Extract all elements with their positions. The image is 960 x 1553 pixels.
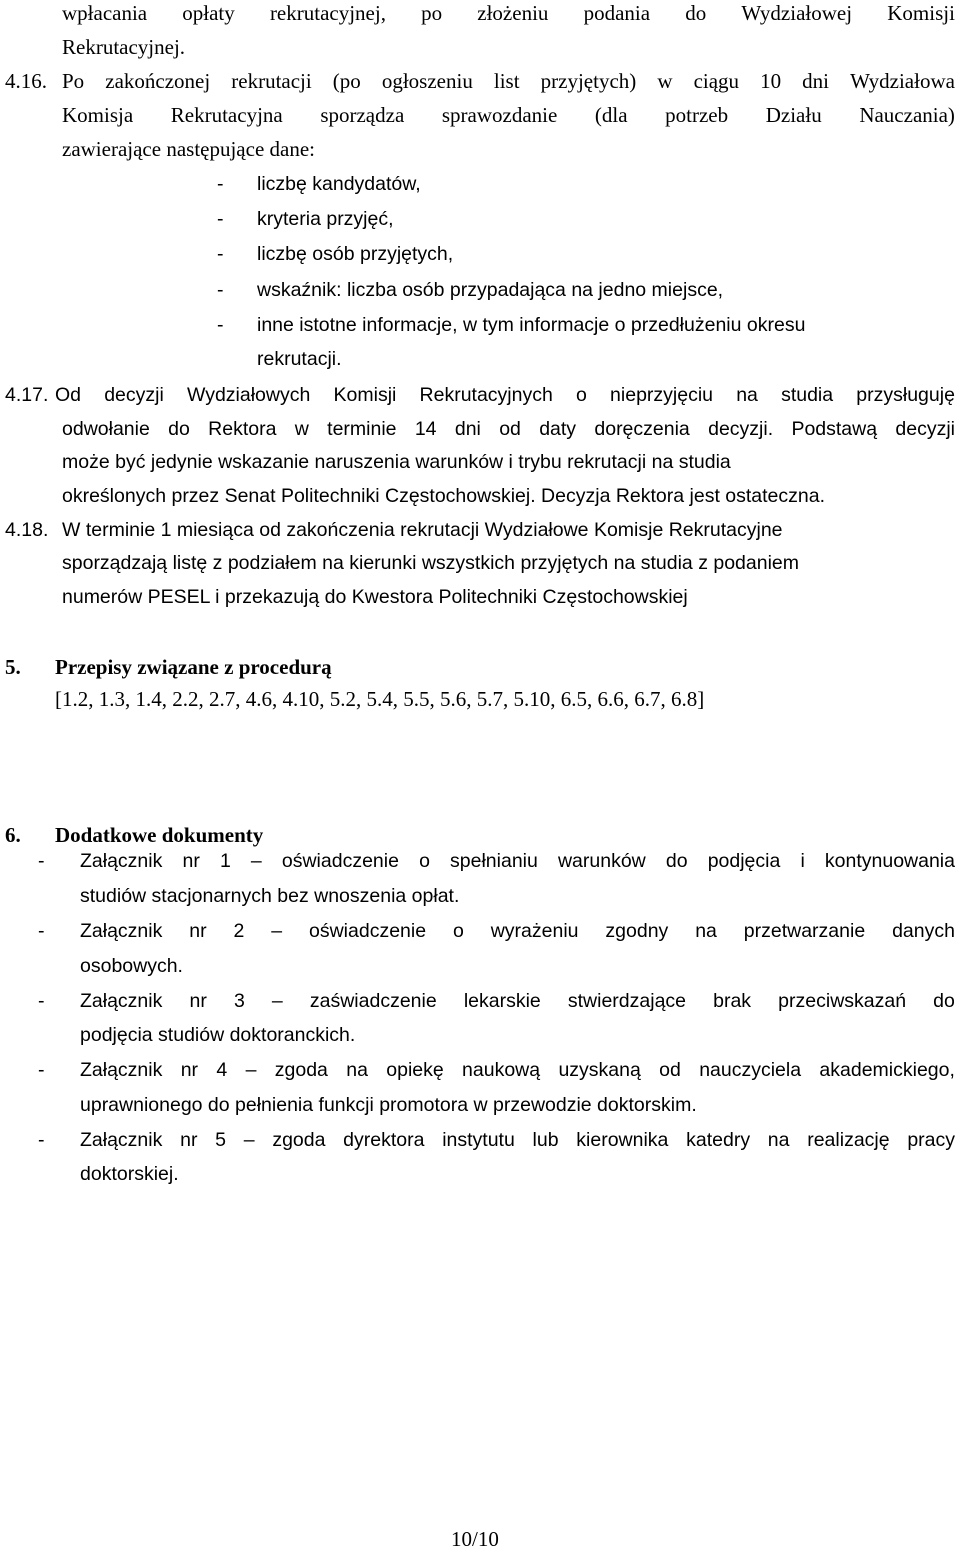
word: lekarskie xyxy=(463,990,541,1012)
word: Komisja xyxy=(62,103,134,127)
word: 14 xyxy=(414,418,437,440)
word: decyzji xyxy=(895,418,955,440)
section-4-17-line-1 xyxy=(55,386,955,406)
list-item: wskaźnik: liczba osób przypadająca na jedno miejsce, xyxy=(257,279,724,301)
word: o xyxy=(419,850,430,872)
section-4-18-line-3: numerów PESEL i przekazują do Kwestora Politechniki Częstochowskiej xyxy=(62,586,688,608)
word: nr xyxy=(180,1059,199,1081)
section-4-17-number: 4.17. xyxy=(5,384,49,406)
word: pracy xyxy=(907,1129,955,1151)
word: od xyxy=(499,418,521,440)
section-5-refs: [1.2, 1.3, 1.4, 2.2, 2.7, 4.6, 4.10, 5.2, 5.4, 5.5, 5.6, 5.7, 5.10, 6.5, 6.6, 6.7, 6.8] xyxy=(55,687,705,711)
section-4-18-number: 4.18. xyxy=(5,519,49,541)
word: warunków xyxy=(557,850,646,872)
section-6-number: 6. xyxy=(5,823,21,847)
intro-line-1 xyxy=(62,3,955,24)
word: Wydziałowa xyxy=(850,69,955,93)
word: doręczenia xyxy=(594,418,690,440)
word: dyrektora xyxy=(343,1129,425,1151)
attachment-3-line-1 xyxy=(80,992,955,1012)
bullet-dash: - xyxy=(38,850,45,872)
word: odwołanie xyxy=(62,418,150,440)
word: Załącznik xyxy=(80,990,163,1012)
list-item: kryteria przyjęć, xyxy=(257,208,394,230)
word: Załącznik xyxy=(80,1059,163,1081)
word: 10 xyxy=(760,69,782,93)
word: – xyxy=(243,1129,255,1151)
word: Po xyxy=(62,69,85,93)
word: Rekrutacyjnych xyxy=(419,384,553,406)
attachment-4-line-1 xyxy=(80,1061,955,1081)
bullet-dash: - xyxy=(217,208,224,230)
word: daty xyxy=(539,418,577,440)
word: zakończonej xyxy=(105,69,211,93)
word: nr xyxy=(189,920,207,942)
word: sprawozdanie xyxy=(441,103,558,127)
attachment-5-line-2: doktorskiej. xyxy=(80,1163,179,1185)
word: list xyxy=(493,69,520,93)
word: oświadczenie xyxy=(281,850,399,872)
bullet-dash: - xyxy=(38,990,45,1012)
word: brak xyxy=(713,990,752,1012)
list-item: liczbę osób przyjętych, xyxy=(257,243,454,265)
word: uzyskaną xyxy=(558,1059,641,1081)
word: rekrutacji xyxy=(231,69,312,93)
word: ogłoszeniu xyxy=(381,69,473,93)
word: nr xyxy=(182,850,200,872)
word: do xyxy=(685,1,707,25)
list-item-continuation: rekrutacji. xyxy=(257,348,342,370)
bullet-dash: - xyxy=(217,173,224,195)
word: realizację xyxy=(807,1129,890,1151)
word: opiekę xyxy=(386,1059,444,1081)
section-4-16-line-2 xyxy=(62,105,955,126)
word: do xyxy=(665,850,688,872)
word: instytutu xyxy=(442,1129,515,1151)
bullet-dash: - xyxy=(38,1059,45,1081)
bullet-dash: - xyxy=(217,279,224,301)
word: – xyxy=(245,1059,257,1081)
word: zgoda xyxy=(274,1059,328,1081)
word: Działu xyxy=(765,103,822,127)
word: zgoda xyxy=(272,1129,326,1151)
section-4-17-line-3: może być jedynie wskazanie naruszenia warunków i trybu rekrutacji na studia xyxy=(62,451,731,473)
word: studia xyxy=(781,384,834,406)
word: zaświadczenie xyxy=(309,990,437,1012)
word: Rektora xyxy=(208,418,277,440)
section-4-16-line-1 xyxy=(62,71,955,92)
word: zgodny xyxy=(605,920,669,942)
word: 4 xyxy=(216,1059,228,1081)
attachment-2-line-1 xyxy=(80,922,955,942)
word: o xyxy=(576,384,587,406)
section-5-heading: Przepisy związane z procedurą xyxy=(55,655,332,679)
word: potrzeb xyxy=(665,103,729,127)
word: akademickiego, xyxy=(819,1059,955,1081)
word: stwierdzające xyxy=(567,990,687,1012)
word: po xyxy=(421,1,443,25)
list-item: liczbę kandydatów, xyxy=(257,173,421,195)
word: w xyxy=(294,418,309,440)
bullet-dash: - xyxy=(217,243,224,265)
section-5-number: 5. xyxy=(5,655,21,679)
word: terminie xyxy=(327,418,397,440)
word: na xyxy=(736,384,758,406)
word: 5 xyxy=(215,1129,227,1151)
word: podania xyxy=(583,1,651,25)
attachment-2-line-2: osobowych. xyxy=(80,955,183,977)
word: decyzji. xyxy=(708,418,774,440)
word: oświadczenie xyxy=(309,920,427,942)
word: 1 xyxy=(219,850,231,872)
word: nieprzyjęciu xyxy=(610,384,714,406)
section-4-17-line-4: określonych przez Senat Politechniki Częstochowskiej. Decyzja Rektora jest ostateczna. xyxy=(62,485,826,507)
section-6-heading: Dodatkowe dokumenty xyxy=(55,823,264,847)
word: danych xyxy=(892,920,955,942)
word: o xyxy=(452,920,464,942)
word: Wydziałowej xyxy=(741,1,853,25)
intro-line-2: Rekrutacyjnej. xyxy=(62,35,186,59)
word: Wydziałowych xyxy=(186,384,311,406)
word: przyjętych) xyxy=(540,69,637,93)
word: nr xyxy=(180,1129,198,1151)
word: Załącznik xyxy=(80,850,163,872)
word: spełnianiu xyxy=(450,850,538,872)
word: 2 xyxy=(233,920,245,942)
word: w xyxy=(657,69,673,93)
bullet-dash: - xyxy=(217,314,224,336)
word: 3 xyxy=(233,990,245,1012)
bullet-dash: - xyxy=(38,1129,45,1151)
word: (po xyxy=(332,69,361,93)
word: sporządza xyxy=(320,103,405,127)
word: dni xyxy=(802,69,830,93)
word: Rekrutacyjna xyxy=(170,103,283,127)
page-number: 10/10 xyxy=(451,1527,499,1551)
section-4-17-line-2 xyxy=(62,420,955,440)
word: wpłacania xyxy=(62,1,148,25)
word: – xyxy=(271,920,283,942)
word: kontynuowania xyxy=(824,850,955,872)
word: decyzji xyxy=(104,384,164,406)
word: nr xyxy=(189,990,207,1012)
attachment-1-line-1 xyxy=(80,852,955,872)
attachment-3-line-2: podjęcia studiów doktoranckich. xyxy=(80,1024,356,1046)
word: na xyxy=(767,1129,790,1151)
attachment-1-line-2: studiów stacjonarnych bez wnoszenia opłat. xyxy=(80,885,460,907)
word: (dla xyxy=(594,103,628,127)
attachment-4-line-2: uprawnionego do pełnienia funkcji promotora w przewodzie doktorskim. xyxy=(80,1094,697,1116)
word: opłaty xyxy=(182,1,235,25)
word: do xyxy=(933,990,955,1012)
word: Załącznik xyxy=(80,920,163,942)
word: od xyxy=(659,1059,681,1081)
section-4-16-number: 4.16. xyxy=(5,69,47,93)
word: złożeniu xyxy=(477,1,549,25)
word: na xyxy=(346,1059,368,1081)
word: Komisji xyxy=(887,1,955,25)
word: i xyxy=(800,850,805,872)
bullet-dash: - xyxy=(38,920,45,942)
word: naukową xyxy=(462,1059,541,1081)
word: ciągu xyxy=(693,69,740,93)
word: Podstawą xyxy=(791,418,878,440)
section-4-16-line-3: zawierające następujące dane: xyxy=(62,137,315,161)
word: katedry xyxy=(686,1129,751,1151)
word: do xyxy=(168,418,190,440)
word: – xyxy=(250,850,262,872)
word: przysługuję xyxy=(856,384,955,406)
word: Nauczania) xyxy=(859,103,955,127)
word: Od xyxy=(55,384,82,406)
section-4-18-line-1: W terminie 1 miesiąca od zakończenia rekrutacji Wydziałowe Komisje Rekrutacyjne xyxy=(62,519,783,541)
word: lub xyxy=(532,1129,559,1151)
word: dni xyxy=(454,418,481,440)
word: przeciwskazań xyxy=(778,990,907,1012)
list-item: inne istotne informacje, w tym informacje o przedłużeniu okresu xyxy=(257,314,806,336)
word: wyrażeniu xyxy=(490,920,579,942)
word: – xyxy=(271,990,283,1012)
section-4-18-line-2: sporządzają listę z podziałem na kierunki wszystkich przyjętych na studia z podaniem xyxy=(62,552,800,574)
word: Załącznik xyxy=(80,1129,163,1151)
word: kierownika xyxy=(576,1129,669,1151)
word: Komisji xyxy=(333,384,397,406)
word: na xyxy=(695,920,717,942)
word: nauczyciela xyxy=(699,1059,802,1081)
word: przetwarzanie xyxy=(743,920,866,942)
word: rekrutacyjnej, xyxy=(269,1,386,25)
attachment-5-line-1 xyxy=(80,1131,955,1151)
word: podjęcia xyxy=(707,850,781,872)
